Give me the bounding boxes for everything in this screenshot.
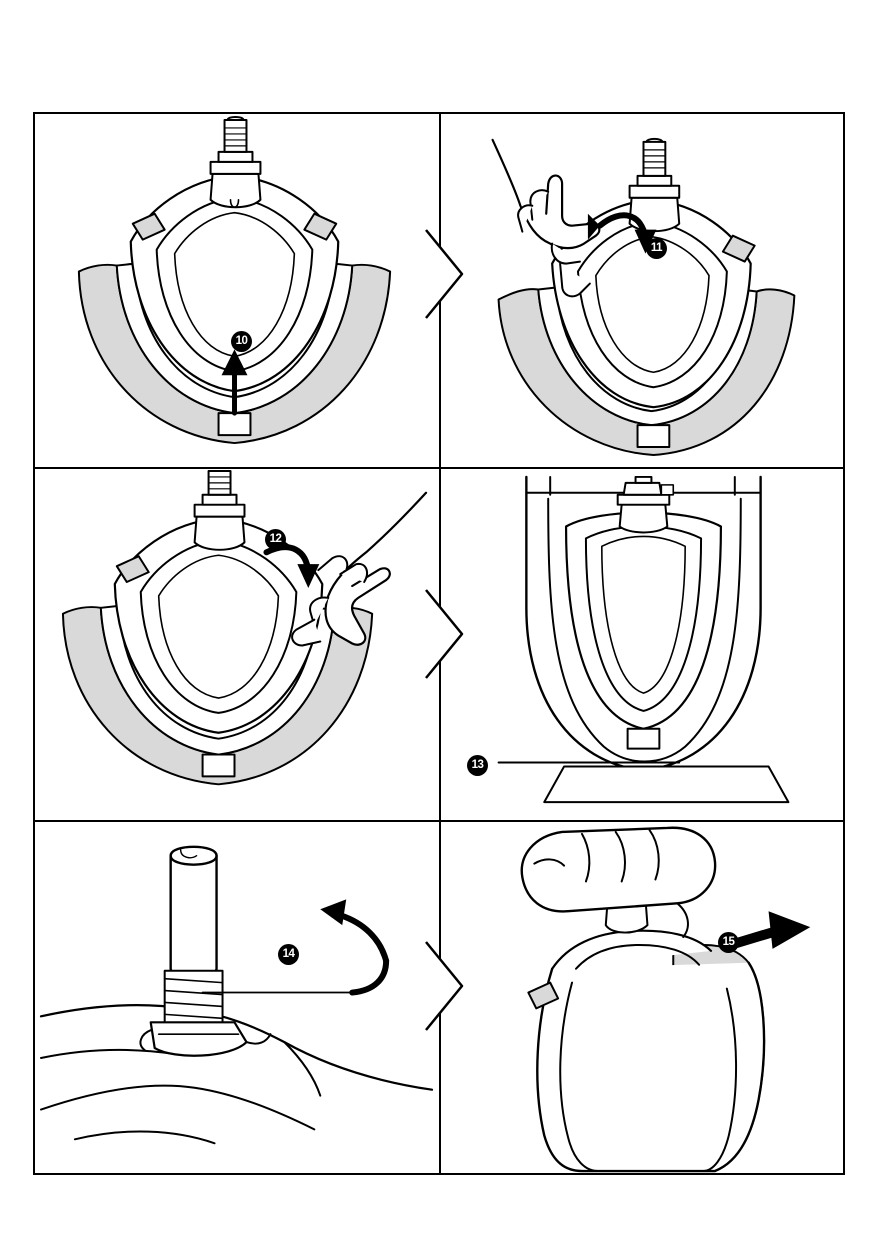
callout-step-14: 14: [278, 944, 299, 965]
panel-step-15: [439, 820, 843, 1173]
panel-10-illustration: [35, 114, 439, 467]
panel-step-14: [35, 820, 439, 1173]
panel-step-11: [439, 114, 843, 467]
panel-15-illustration: [441, 822, 843, 1173]
callout-step-10: 10: [231, 331, 252, 352]
callout-step-15: 15: [718, 932, 739, 953]
panel-14-illustration: [35, 822, 439, 1173]
panel-11-illustration: [441, 114, 843, 467]
panel-13-illustration: [441, 469, 843, 820]
panel-12-illustration: [35, 469, 439, 820]
callout-step-11: 11: [646, 238, 667, 259]
callout-step-12: 12: [265, 529, 286, 550]
panel-step-12: [35, 467, 439, 820]
callout-step-13: 13: [467, 755, 488, 776]
panel-step-13: [439, 467, 843, 820]
panel-grid: [33, 112, 845, 1175]
panel-step-10: [35, 114, 439, 467]
